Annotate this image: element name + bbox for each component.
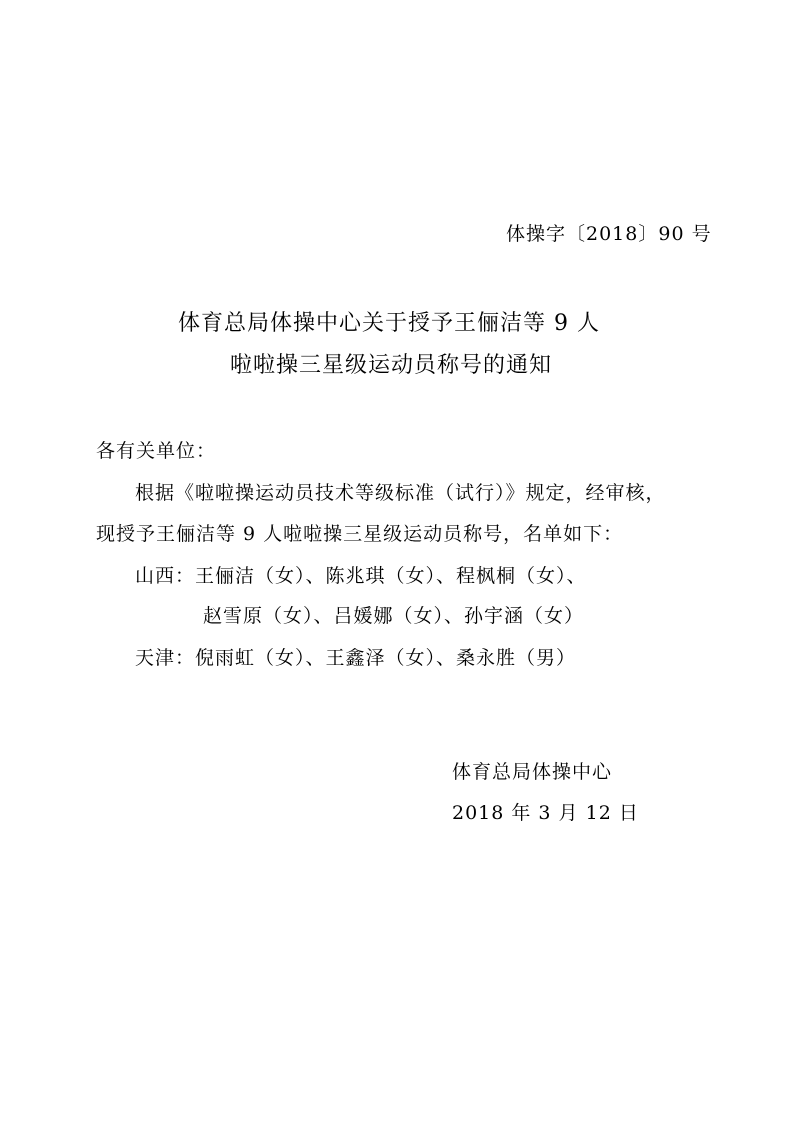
paragraph-line-2: 现授予王俪洁等 9 人啦啦操三星级运动员称号，名单如下：	[96, 523, 624, 545]
paragraph-line-1: 根据《啦啦操运动员技术等级标准（试行）》规定，经审核，	[135, 482, 666, 504]
name-list-line-2: 赵雪原（女）、吕媛娜（女）、孙宇涵（女）	[203, 605, 585, 627]
signature-date: 2018 年 3 月 12 日	[452, 802, 639, 824]
title-line-2: 啦啦操三星级运动员称号的通知	[230, 353, 553, 378]
name-list-line-3: 天津：倪雨虹（女）、王鑫泽（女）、桑永胜（男）	[135, 647, 577, 669]
name-list-line-1: 山西：王俪洁（女）、陈兆琪（女）、程枫桐（女）、	[135, 565, 587, 587]
salutation: 各有关单位：	[96, 440, 217, 462]
title-line-1: 体育总局体操中心关于授予王俪洁等 9 人	[178, 311, 600, 336]
document-number: 体操字〔2018〕90 号	[506, 223, 712, 245]
signature-organization: 体育总局体操中心	[452, 761, 613, 783]
